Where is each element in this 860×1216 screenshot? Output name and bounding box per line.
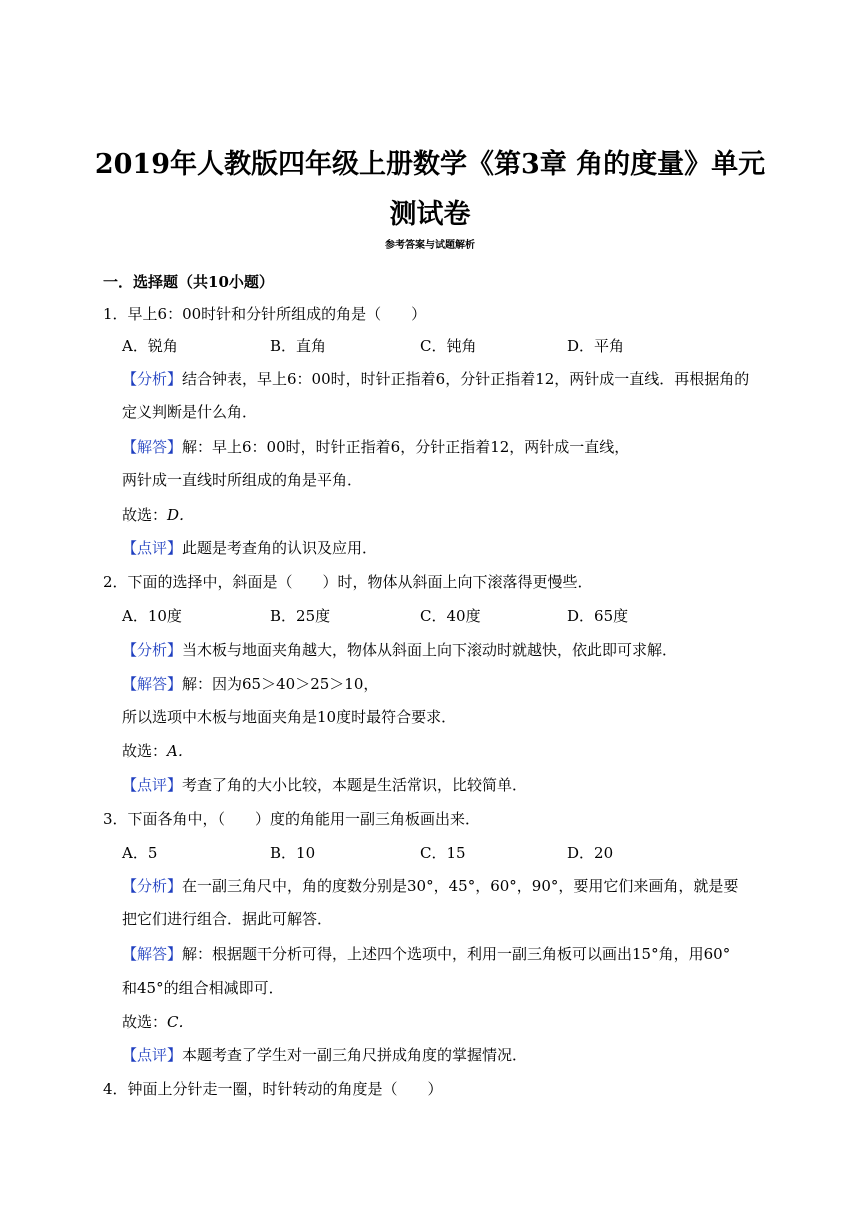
question-stem: 3．下面各角中，（ ）度的角能用一副三角板画出来． bbox=[103, 810, 481, 828]
option-d: D．65度 bbox=[567, 607, 629, 625]
solution-tag: 【解答】 bbox=[122, 945, 183, 963]
option-a: A．5 bbox=[122, 844, 158, 862]
analysis-line: 定义判断是什么角． bbox=[122, 403, 258, 421]
analysis-line: 【分析】结合钟表，早上6：00时，时针正指着6，分针正指着12，两针成一直线．再根据角的 bbox=[122, 370, 750, 388]
comment-line: 【点评】考查了角的大小比较，本题是生活常识，比较简单． bbox=[122, 776, 528, 794]
option-c: C．钝角 bbox=[420, 337, 477, 355]
question-stem: 1．早上6：00时针和分针所组成的角是（ ） bbox=[103, 305, 427, 323]
option-b: B．25度 bbox=[270, 607, 331, 625]
comment-tag: 【点评】 bbox=[122, 539, 183, 557]
page-title: 2019年人教版四年级上册数学《第3章 角的度量》单元测试卷 bbox=[94, 149, 766, 230]
solution-tag: 【解答】 bbox=[122, 438, 183, 456]
analysis-line: 把它们进行组合．据此可解答． bbox=[122, 910, 333, 928]
question-stem: 2．下面的选择中，斜面是（ ）时，物体从斜面上向下滚落得更慢些． bbox=[103, 573, 593, 591]
solution-line: 【解答】解：早上6：00时，时针正指着6，分针正指着12，两针成一直线， bbox=[122, 438, 630, 456]
analysis-line: 【分析】在一副三角尺中，角的度数分别是30°，45°，60°，90°，要用它们来画角，就是要 bbox=[122, 877, 739, 895]
option-c: C．15 bbox=[420, 844, 466, 862]
page-subtitle: 参考答案与试题解析 bbox=[385, 240, 475, 251]
solution-line: 所以选项中木板与地面夹角是10度时最符合要求． bbox=[122, 708, 457, 726]
answer-line: 故选：C． bbox=[122, 1013, 194, 1031]
solution-tag: 【解答】 bbox=[122, 675, 183, 693]
analysis-tag: 【分析】 bbox=[122, 370, 183, 388]
analysis-tag: 【分析】 bbox=[122, 877, 183, 895]
option-a: A．10度 bbox=[122, 607, 182, 625]
answer-value: D． bbox=[167, 506, 195, 524]
answer-value: C． bbox=[167, 1013, 194, 1031]
analysis-line: 【分析】当木板与地面夹角越大，物体从斜面上向下滚动时就越快，依此即可求解． bbox=[122, 641, 678, 659]
solution-line: 【解答】解：根据题干分析可得，上述四个选项中，利用一副三角板可以画出15°角，用60° bbox=[122, 945, 731, 963]
solution-line: 两针成一直线时所组成的角是平角． bbox=[122, 471, 363, 489]
question-stem: 4．钟面上分针走一圈，时针转动的角度是（ ） bbox=[103, 1080, 443, 1098]
comment-tag: 【点评】 bbox=[122, 776, 183, 794]
comment-tag: 【点评】 bbox=[122, 1046, 183, 1064]
analysis-tag: 【分析】 bbox=[122, 641, 183, 659]
option-b: B．直角 bbox=[270, 337, 327, 355]
option-c: C．40度 bbox=[420, 607, 481, 625]
solution-line: 【解答】解：因为65＞40＞25＞10， bbox=[122, 675, 379, 693]
option-d: D．20 bbox=[567, 844, 614, 862]
answer-line: 故选：D． bbox=[122, 506, 195, 524]
comment-line: 【点评】本题考查了学生对一副三角尺拼成角度的掌握情况． bbox=[122, 1046, 528, 1064]
answer-line: 故选：A． bbox=[122, 742, 193, 760]
option-b: B．10 bbox=[270, 844, 316, 862]
option-d: D．平角 bbox=[567, 337, 625, 355]
answer-value: A． bbox=[167, 742, 193, 760]
comment-line: 【点评】此题是考查角的认识及应用． bbox=[122, 539, 378, 557]
solution-line: 和45°的组合相减即可． bbox=[122, 979, 284, 997]
option-a: A．锐角 bbox=[122, 337, 178, 355]
section-heading: 一．选择题（共10小题） bbox=[103, 273, 274, 291]
